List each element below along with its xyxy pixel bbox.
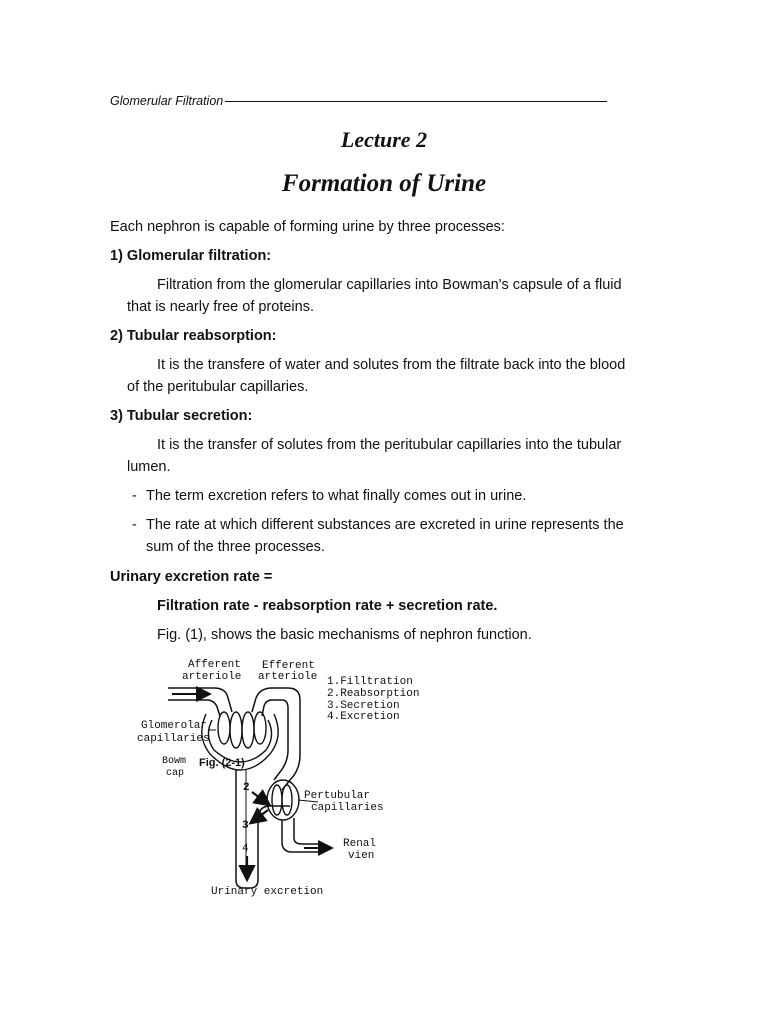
page-title: Formation of Urine [281,170,487,197]
process-3-line1: It is the transfer of solutes from the peritubular capillaries into the tubular [157,437,622,453]
intro-paragraph: Each nephron is capable of forming urine by three processes: [110,219,505,235]
peritubular-capillaries [267,780,299,820]
bullet-2-line2: sum of the three processes. [146,539,325,555]
bullet-1-line1: The term excretion refers to what finally comes out in urine. [146,488,527,504]
label-bowman-2: cap [166,768,185,779]
process-2-line1: It is the transfere of water and solutes from the filtrate back into the blood [157,357,626,373]
label-glomerolar-1: Glomerolar [141,720,208,732]
legend-item-3: 3.Secretion [327,700,400,712]
legend-item-1: 1.Filltration [327,676,413,688]
process-3-line2: lumen. [127,459,171,475]
formula-expression: Filtration rate - reabsorption rate + secretion rate. [157,598,498,614]
label-efferent-2: arteriole [258,671,318,683]
process-3-heading: 3) Tubular secretion: [110,408,253,424]
bullet-2-dash: - [132,517,137,533]
label-afferent-1: Afferent [188,659,241,671]
efferent-arteriole [252,688,300,790]
process-1-heading: 1) Glomerular filtration: [110,248,272,264]
arrow-reabsorption [252,792,268,804]
process-1-line1: Filtration from the glomerular capillaries into Bowman's capsule of a fluid [157,277,622,293]
step-number-3: 3 [242,820,249,832]
formula-label: Urinary excretion rate = [110,569,273,585]
process-1-line2: that is nearly free of proteins. [127,299,314,315]
label-peritubular-2: capillaries [311,802,384,814]
label-afferent-2: arteriole [182,671,242,683]
process-2-heading: 2) Tubular reabsorption: [110,328,277,344]
label-renal-1: Renal [343,838,377,850]
lecture-label: Lecture 2 [340,127,428,152]
label-efferent-1: Efferent [262,660,315,672]
running-header-title: Glomerular Filtration [110,94,224,108]
label-peritubular-1: Pertubular [304,790,371,802]
bullet-1-dash: - [132,488,137,504]
figure-reference: Fig. (1), shows the basic mechanisms of nephron function. [157,627,532,643]
label-glomerolar-2: capillaries [137,733,210,745]
label-urinary-excretion: Urinary excretion [211,886,324,898]
legend-item-2: 2.Reabsorption [327,688,420,700]
legend-item-4: 4.Excretion [327,711,400,723]
step-number-2: 2 [243,782,250,794]
process-2-line2: of the peritubular capillaries. [127,379,309,395]
figure-caption: Fig. (2-1) [199,757,245,769]
bullet-2-line1: The rate at which different substances are excreted in urine represents the [146,517,624,533]
label-bowman-1: Bowm [162,756,187,767]
label-renal-2: vien [348,850,375,862]
step-number-4: 4 [242,843,249,855]
